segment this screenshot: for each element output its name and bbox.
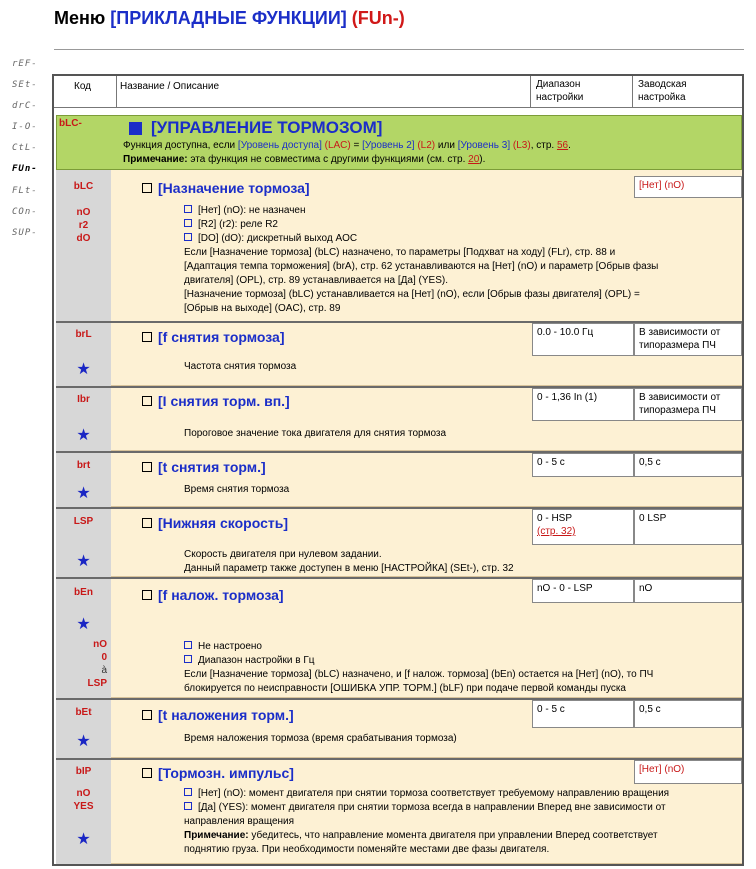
- setting-range: 0.0 - 10.0 Гц: [532, 323, 634, 356]
- param-description: Скорость двигателя при нулевом задании. Данный параметр также доступен в меню [НАСТРОЙКА] (SEt-), стр. 32: [184, 549, 514, 574]
- side-menu-item: FLt-: [12, 185, 38, 196]
- param-code: brL: [75, 329, 92, 340]
- checkbox-icon: [142, 768, 152, 778]
- checkbox-icon: [142, 332, 152, 342]
- param-values: nO YES: [73, 788, 94, 812]
- param-code: bEt: [75, 707, 92, 718]
- parameter-table: [52, 74, 744, 866]
- side-menu-item: rEF-: [12, 59, 38, 69]
- factory-setting: 0 LSP: [634, 509, 742, 545]
- factory-setting: 0,5 с: [634, 700, 742, 728]
- param-title: [Тормозн. импульс]: [142, 765, 294, 781]
- header-range-2: настройки: [536, 92, 584, 103]
- setting-range: 0 - 5 с: [532, 700, 634, 728]
- title-divider: [54, 49, 744, 50]
- section-square-icon: [129, 122, 142, 135]
- param-description: Пороговое значение тока двигателя для снятия тормоза: [184, 428, 447, 439]
- side-menu-item: CtL-: [12, 143, 38, 154]
- option-box-icon: [184, 233, 192, 241]
- param-code: bEn: [74, 587, 93, 598]
- checkbox-icon: [142, 396, 152, 406]
- param-title: [Назначение тормоза]: [142, 180, 310, 196]
- factory-setting: В зависимости от типоразмера ПЧ: [634, 323, 742, 356]
- checkbox-icon: [142, 518, 152, 528]
- param-title: [Нижняя скорость]: [142, 515, 288, 531]
- option-box-icon: [184, 655, 192, 663]
- param-title: [t наложения торм.]: [142, 707, 294, 723]
- param-title: [I снятия торм. вп.]: [142, 393, 290, 409]
- page-title: Меню [ПРИКЛАДНЫЕ ФУНКЦИИ] (FUn-): [54, 8, 405, 28]
- side-menu-item: drC-: [12, 101, 38, 112]
- side-menu-item: SUP-: [12, 227, 38, 238]
- section-note: Примечание: эта функция не совместима с другими функциями (см. стр. 20).: [123, 154, 486, 165]
- factory-setting: nO: [634, 579, 742, 603]
- param-description: Не настроено Диапазон настройки в Гц Если [Назначение тормоза] (bLC) назначено, и [f налож. тормоза] (bEn) остается на [Нет] (nO), то ПЧ блокируется по неисправности [ОШИБКА УПР. ТОРМ.] (bLF) при подаче первой команды пуска: [184, 641, 654, 694]
- header-factory-1: Заводская: [638, 79, 687, 90]
- header-factory-2: настройка: [638, 92, 686, 103]
- option-box-icon: [184, 802, 192, 810]
- header-name: Название / Описание: [120, 81, 220, 92]
- param-description: Время снятия тормоза: [184, 484, 290, 495]
- setting-range: nO - 0 - LSP: [532, 579, 634, 603]
- param-description: [Нет] (nO): момент двигателя при снятии тормоза соответствует требуемому направлению вращения [Да] (YES): момент двигателя при снятии тормоза всегда в направлении Вперед вне зависимости от направления вращения Примечание: убедитесь, что направление момента двигателя при управлении Вперед соответствует поднятию груза. При необходимости поменяйте местами две фазы двигателя.: [184, 788, 670, 855]
- header-code: Код: [74, 81, 92, 92]
- option-box-icon: [184, 641, 192, 649]
- section-availability: Функция доступна, если [Уровень доступа] (LAC) = [Уровень 2] (L2) или [Уровень 3] (L3), стр. 56.: [123, 140, 571, 151]
- section-title: [УПРАВЛЕНИЕ ТОРМОЗОМ]: [151, 118, 383, 137]
- param-title: [f снятия тормоза]: [142, 329, 285, 345]
- param-code: brt: [76, 460, 91, 471]
- factory-setting: 0,5 с: [634, 453, 742, 477]
- side-menu-item: SEt-: [12, 80, 38, 91]
- param-code: bLC: [73, 181, 94, 192]
- star-icon: ★: [76, 485, 91, 502]
- star-icon: ★: [76, 553, 91, 570]
- param-title: [f налож. тормоза]: [142, 587, 284, 603]
- side-menu-item: COn-: [12, 206, 38, 217]
- star-icon: ★: [76, 361, 91, 378]
- side-menu: [12, 54, 46, 244]
- factory-setting: [Нет] (nO): [634, 176, 742, 198]
- checkbox-icon: [142, 710, 152, 720]
- header-range-1: Диапазон: [536, 79, 581, 90]
- star-icon: ★: [76, 427, 91, 444]
- param-description: Частота снятия тормоза: [184, 361, 297, 372]
- option-box-icon: [184, 788, 192, 796]
- section-code: bLC-: [59, 118, 82, 129]
- param-code: LSP: [73, 516, 94, 527]
- checkbox-icon: [142, 462, 152, 472]
- star-icon: ★: [76, 831, 91, 848]
- star-icon: ★: [76, 616, 91, 633]
- setting-range: 0 - 5 с: [532, 453, 634, 477]
- menu-name: [ПРИКЛАДНЫЕ ФУНКЦИИ]: [110, 8, 347, 28]
- table-header: [54, 76, 742, 108]
- header-divider: [530, 76, 531, 108]
- param-description: [Нет] (nO): не назначен [R2] (r2): реле R2 [DO] (dO): дискретный выход AOC Если [Назначение тормоза] (bLC) назначено, то параметры [Подхват на ходу] (FLr), стр. 88 и [Адаптация темпа торможения] (brA), стр. 62 устанавливаются на [Нет] (nO) и параметр [Обрыв фазы двигателя] (OPL), стр. 89 устанавливается на [Да] (YES). [Назначение тормоза] (bLC) устанавливается на [Нет] (nO), если [Обрыв фазы двигателя] (OPL) = [Обрыв на выходе] (OAC), стр. 89: [184, 205, 659, 314]
- factory-setting: [Нет] (nO): [634, 760, 742, 784]
- header-divider: [632, 76, 633, 108]
- side-menu-item: I-O-: [12, 122, 38, 133]
- param-code: Ibr: [77, 394, 90, 405]
- menu-code: (FUn-): [351, 8, 405, 28]
- param-values: nO 0 à LSP: [87, 639, 107, 689]
- option-box-icon: [184, 205, 192, 213]
- param-code: bIP: [75, 766, 92, 777]
- side-menu-item-active: FUn-: [12, 164, 38, 175]
- section-header: [56, 115, 742, 170]
- option-box-icon: [184, 219, 192, 227]
- param-title: [t снятия торм.]: [142, 459, 266, 475]
- param-values: nO r2 dO: [76, 207, 91, 244]
- checkbox-icon: [142, 183, 152, 193]
- star-icon: ★: [76, 733, 91, 750]
- setting-range: 0 - HSP (стр. 32): [532, 509, 634, 545]
- header-divider: [116, 76, 117, 108]
- setting-range: 0 - 1,36 In (1): [532, 388, 634, 421]
- factory-setting: В зависимости от типоразмера ПЧ: [634, 388, 742, 421]
- param-description: Время наложения тормоза (время срабатывания тормоза): [184, 733, 457, 744]
- checkbox-icon: [142, 590, 152, 600]
